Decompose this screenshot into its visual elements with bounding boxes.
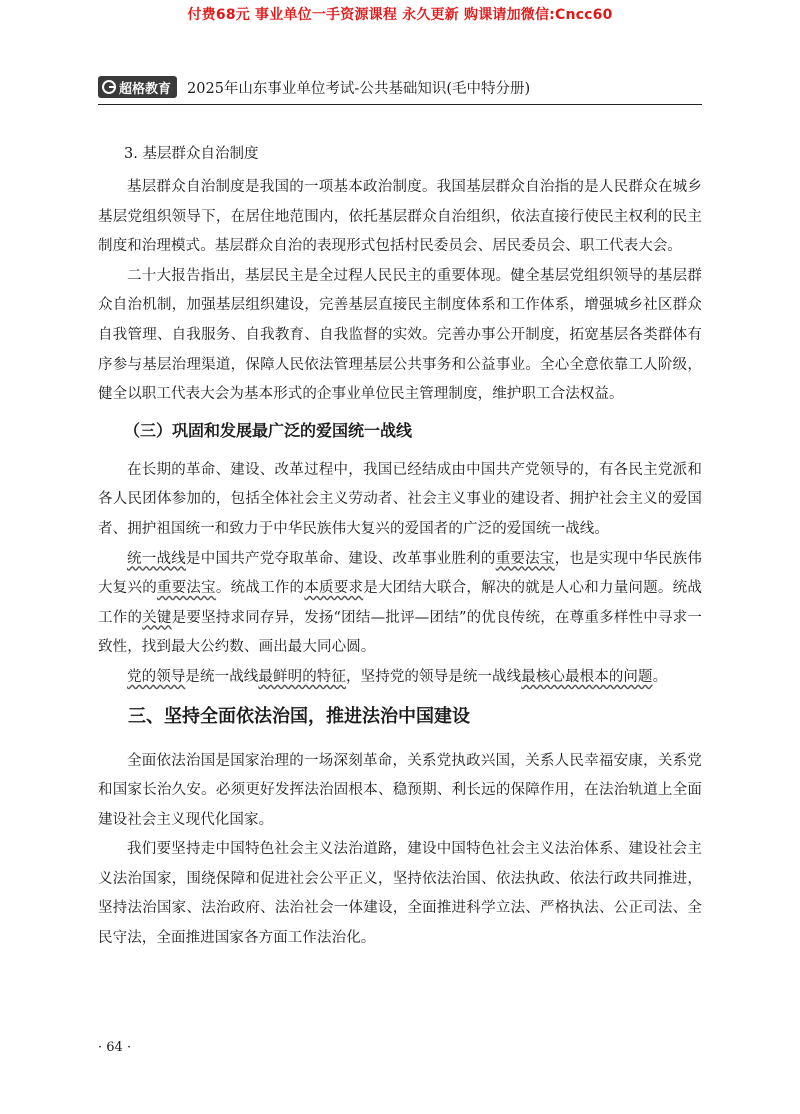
text-run: 。统战工作的 [215, 580, 305, 597]
paragraph-emphasis [98, 545, 702, 663]
text-run: 是中国共产党夺取革命、建设、改革事业胜利的 [186, 550, 496, 567]
chapter-heading: 三、坚持全面依法治国，推进法治中国建设 [128, 705, 470, 727]
text-run: 是统一战线 [185, 668, 259, 685]
subsection-heading: 3. 基层群众自治制度 [124, 146, 259, 162]
text-run: 是大团结大联合，解决的就是人心和力量问题。统战工作的 [98, 580, 702, 626]
text-run: 。 [652, 668, 668, 685]
page-header [98, 76, 530, 98]
publisher-logo [98, 76, 177, 98]
underlined-term: 最鲜明的特征 [258, 668, 347, 685]
header-title: 2025年山东事业单位考试-公共基础知识(毛中特分册) [187, 80, 531, 97]
underlined-term: 关键 [142, 609, 172, 626]
underlined-term: 最核心最根本的问题 [521, 668, 653, 685]
underlined-term: 统一战线 [127, 550, 186, 567]
paragraph: 二十大报告指出，基层民主是全过程人民民主的重要体现。健全基层党组织领导的基层群众自治机制，加强基层组织建设，完善基层直接民主制度体系和工作体系，增强城乡社区群众自我管理、自我服务、自我教育、自我监督的实效。完善办事公开制度，拓宽基层各类群体有序参与基层治理渠道，保障人民依法管理基层公共事务和公益事业。全心全意依靠工人阶级，健全以职工代表大会为基本形式的企事业单位民主管理制度，维护职工合法权益。 [98, 267, 702, 403]
paragraph-emphasis [98, 663, 702, 693]
underlined-term: 重要法宝 [495, 550, 555, 567]
paragraph: 基层群众自治制度是我国的一项基本政治制度。我国基层群众自治指的是人民群众在城乡基层党组织领导下，在居住地范围内，依托基层群众自治组织，依法直接行使民主权利的民主制度和治理模式。基层群众自治的表现形式包括村民委员会、居民委员会、职工代表大会。 [98, 179, 702, 255]
underlined-term: 党的领导 [127, 668, 186, 685]
page-number: · 64 · [98, 1040, 132, 1055]
paragraph: 我们要坚持走中国特色社会主义法治道路，建设中国特色社会主义法治体系、建设社会主义法治国家，围绕保障和促进社会公平正义，坚持依法治国、依法执政、依法行政共同推进，坚持法治国家、法治政府、法治社会一体建设，全面推进科学立法、严格执法、公正司法、全民守法，全面推进国家各方面工作法治化。 [98, 841, 702, 947]
paragraph: 在长期的革命、建设、改革过程中，我国已经结成由中国共产党领导的，有各民主党派和各人民团体参加的，包括全体社会主义劳动者、社会主义事业的建设者、拥护社会主义的爱国者、拥护祖国统一和致力于中华民族伟大复兴的爱国者的广泛的爱国统一战线。 [98, 461, 702, 537]
text-run: ，坚持党的领导是统一战线 [346, 668, 522, 685]
text-run: ，也是实现中华民族伟大复兴的 [98, 550, 703, 597]
section-heading: （三）巩固和发展最广泛的爱国统一战线 [124, 420, 413, 440]
header-divider [98, 104, 702, 105]
underlined-term: 本质要求 [304, 580, 364, 597]
logo-text: 超格教育 [119, 81, 172, 97]
underlined-term: 重要法宝 [156, 580, 216, 597]
page-content [98, 143, 702, 954]
paragraph: 全面依法治国是国家治理的一场深刻革命，关系党执政兴国，关系人民幸福安康，关系党和国家长治久安。必须更好发挥法治固根本、稳预期、利长远的保障作用，在法治轨道上全面建设社会主义现代化国家。 [98, 752, 702, 828]
logo-icon [102, 80, 116, 94]
watermark-banner: 付费68元 事业单位一手资源课程 永久更新 购课请加微信:Cncc60 [187, 7, 613, 23]
text-run: 是要坚持求同存异，发扬“团结—批评—团结”的优良传统，在尊重多样性中寻求一致性，找到最大公约数、画出最大同心圆。 [98, 609, 702, 656]
